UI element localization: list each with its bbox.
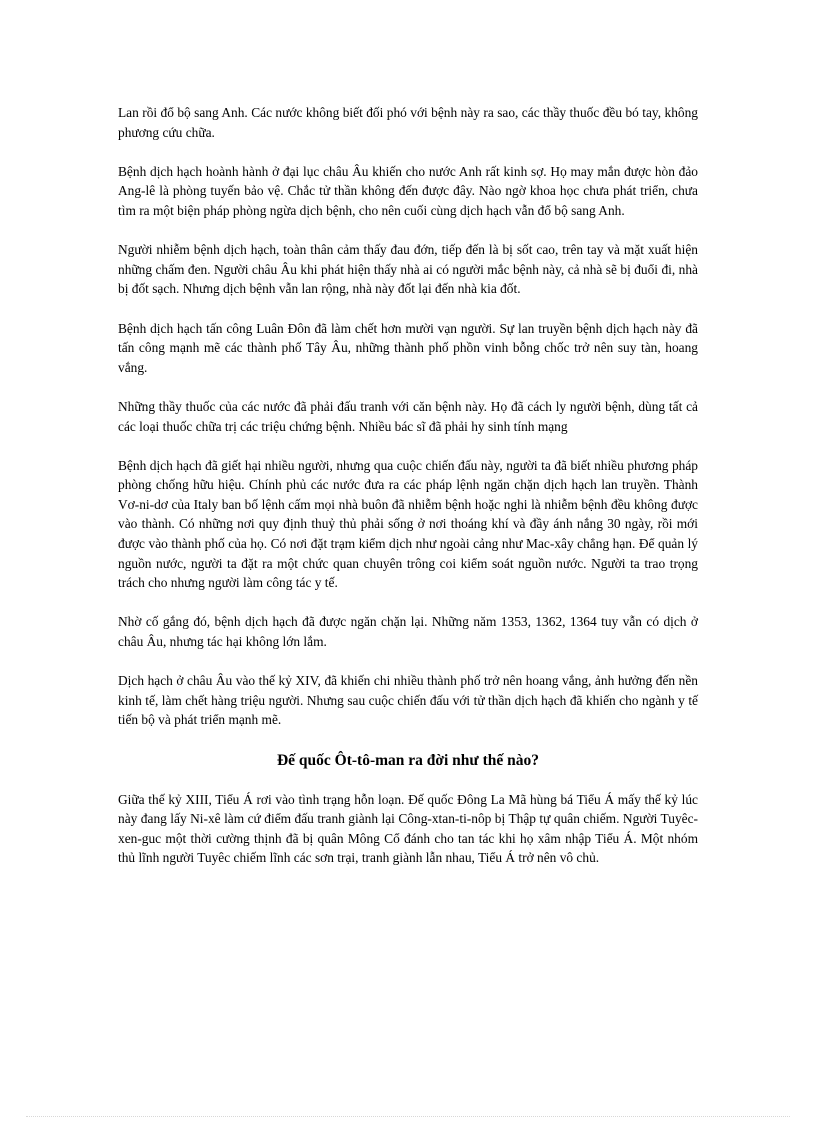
paragraph: Bệnh dịch hạch tấn công Luân Đôn đã làm chết hơn mười vạn người. Sự lan truyền bệnh dịch hạch này đã tấn công mạnh mẽ các thành phố Tây Âu, những thành phố phồn vinh bỗng chốc trở nên suy tàn, hoang vắng.	[118, 320, 698, 375]
paragraph: Những thầy thuốc của các nước đã phải đấu tranh với căn bệnh này. Họ đã cách ly người bệnh, dùng tất cả các loại thuốc chữa trị các triệu chứng bệnh. Nhiều bác sĩ đã phải hy sinh tính mạng	[118, 398, 698, 434]
section-heading: Đế quốc Ôt-tô-man ra đời như thế nào?	[276, 751, 540, 769]
paragraph: Giữa thế kỷ XIII, Tiểu Á rơi vào tình trạng hỗn loạn. Đế quốc Đông La Mã hùng bá Tiểu Á mấy thế kỷ lúc này đang lấy Ni-xê làm cứ điểm đấu tranh giành lại Công-xtan-ti-nôp bị Thập tự quân chiếm. Người Tuyêc-xen-guc một thời cường thịnh đã bị quân Mông Cổ đánh cho tan tác khi họ xâm nhập Tiểu Á. Một nhóm thủ lĩnh người Tuyêc chiếm lĩnh các sơn trại, tranh giành lẫn nhau, Tiểu Á trở nên vô chủ.	[118, 791, 698, 866]
document-body	[118, 103, 698, 888]
page-bottom-divider	[26, 1116, 790, 1117]
paragraph: Người nhiễm bệnh dịch hạch, toàn thân cảm thấy đau đớn, tiếp đến là bị sốt cao, trên tay và mặt xuất hiện những chấm đen. Người châu Âu khi phát hiện thấy nhà ai có người mắc bệnh này, cả nhà sẽ bị đuổi đi, nhà bị đốt sạch. Nhưng dịch bệnh vẫn lan rộng, nhà này đốt lại đến nhà kia đốt.	[118, 242, 698, 297]
paragraph: Bệnh dịch hạch hoành hành ở đại lục châu Âu khiến cho nước Anh rất kinh sợ. Họ may mắn được hòn đảo Ang-lê là phòng tuyến bảo vệ. Chắc tử thần không đến được đây. Nào ngờ khoa học chưa phát triển, chưa tìm ra một biện pháp phòng ngừa dịch bệnh, cho nên cuối cùng dịch hạch vẫn đổ bộ sang Anh.	[118, 163, 698, 218]
paragraph: Bệnh dịch hạch đã giết hại nhiều người, nhưng qua cuộc chiến đấu này, người ta đã biết nhiều phương pháp phòng chống hữu hiệu. Chính phủ các nước đưa ra các pháp lệnh ngăn chặn dịch hạch lan truyền. Thành Vơ-ni-dơ của Italy ban bố lệnh cấm mọi nhà buôn đã nhiễm bệnh hoặc nghi là nhiễm bệnh đều không được vào thành. Có những nơi quy định thuỷ thủ phải sống ở nơi thoáng khí và đầy ánh nắng 30 ngày, rồi mới được vào thành phố của họ. Có nơi đặt trạm kiểm dịch như ngoài cảng như Mac-xây chẳng hạn. Để quản lý nguồn nước, người ta đặt ra một chức quan chuyên trông coi kiểm soát nguồn nước. Người ta trao trọng trách cho nhưng người làm công tác y tế.	[118, 457, 698, 591]
paragraph: Dịch hạch ở châu Âu vào thế kỷ XIV, đã khiến chi nhiều thành phố trở nên hoang vắng, ảnh hưởng đến nền kinh tế, làm chết hàng triệu người. Nhưng sau cuộc chiến đấu với tử thần dịch hạch đã khiến cho ngành y tế tiến bộ và phát triển mạnh mẽ.	[118, 673, 698, 728]
paragraph: Nhờ cố gắng đó, bệnh dịch hạch đã được ngăn chặn lại. Những năm 1353, 1362, 1364 tuy vẫn có dịch ở châu Âu, nhưng tác hại không lớn lắm.	[118, 614, 698, 650]
paragraph: Lan rồi đổ bộ sang Anh. Các nước không biết đối phó với bệnh này ra sao, các thầy thuốc đều bó tay, không phương cứu chữa.	[118, 105, 698, 140]
